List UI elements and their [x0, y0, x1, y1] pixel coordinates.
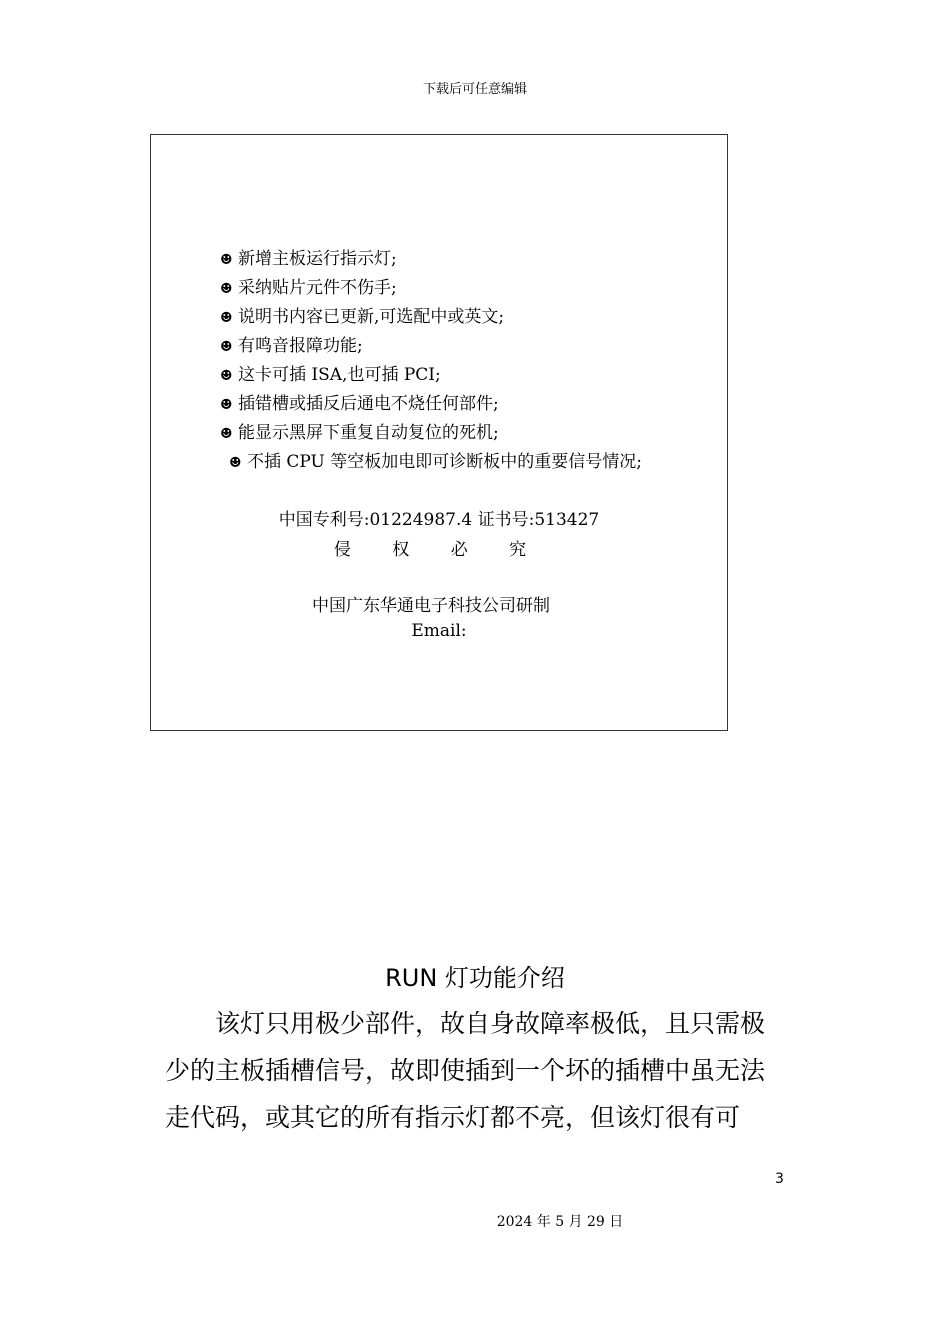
smiley-bullet-icon: ☻ — [220, 339, 233, 355]
feature-item: ☻ 新增主板运行指示灯; — [220, 245, 642, 274]
section-title: RUN 灯功能介绍 — [385, 964, 565, 992]
feature-item: ☻ 说明书内容已更新,可选配中或英文; — [220, 303, 642, 332]
feature-item: ☻ 这卡可插 ISA,也可插 PCI; — [220, 361, 642, 390]
smiley-bullet-icon: ☻ — [220, 252, 233, 268]
email-label: Email: — [411, 621, 467, 641]
feature-list — [220, 245, 642, 477]
patent-number: 中国专利号:01224987.4 证书号:513427 — [278, 510, 600, 530]
paragraph-text: 该灯只用极少部件，故自身故障率极低，且只需极少的主板插槽信号，故即使插到一个坏的插槽中虽无法走代码，或其它的所有指示灯都不亮，但该灯很有可 — [165, 1009, 766, 1132]
feature-item: ☻ 插错槽或插反后通电不烧任何部件; — [220, 390, 642, 419]
footer-date: 2024 年 5 月 29 日 — [496, 1214, 624, 1230]
feature-item: ☻ 不插 CPU 等空板加电即可诊断板中的重要信号情况; — [220, 448, 642, 477]
smiley-bullet-icon: ☻ — [220, 368, 233, 384]
smiley-bullet-icon: ☻ — [220, 397, 233, 413]
feature-item: ☻ 能显示黑屏下重复自动复位的死机; — [220, 419, 642, 448]
page-header: 下载后可任意编辑 — [422, 82, 527, 97]
smiley-bullet-icon: ☻ — [220, 310, 233, 326]
body-paragraph — [165, 1000, 785, 1141]
feature-item: ☻ 有鸣音报障功能; — [220, 332, 642, 361]
feature-item: ☻ 采纳贴片元件不伤手; — [220, 274, 642, 303]
smiley-bullet-icon: ☻ — [220, 281, 233, 297]
smiley-bullet-icon: ☻ — [229, 455, 242, 471]
smiley-bullet-icon: ☻ — [220, 426, 233, 442]
rights-notice: 侵 权 必 究 — [333, 540, 545, 560]
company-name: 中国广东华通电子科技公司研制 — [312, 596, 550, 616]
page-number: 3 — [775, 1171, 784, 1187]
